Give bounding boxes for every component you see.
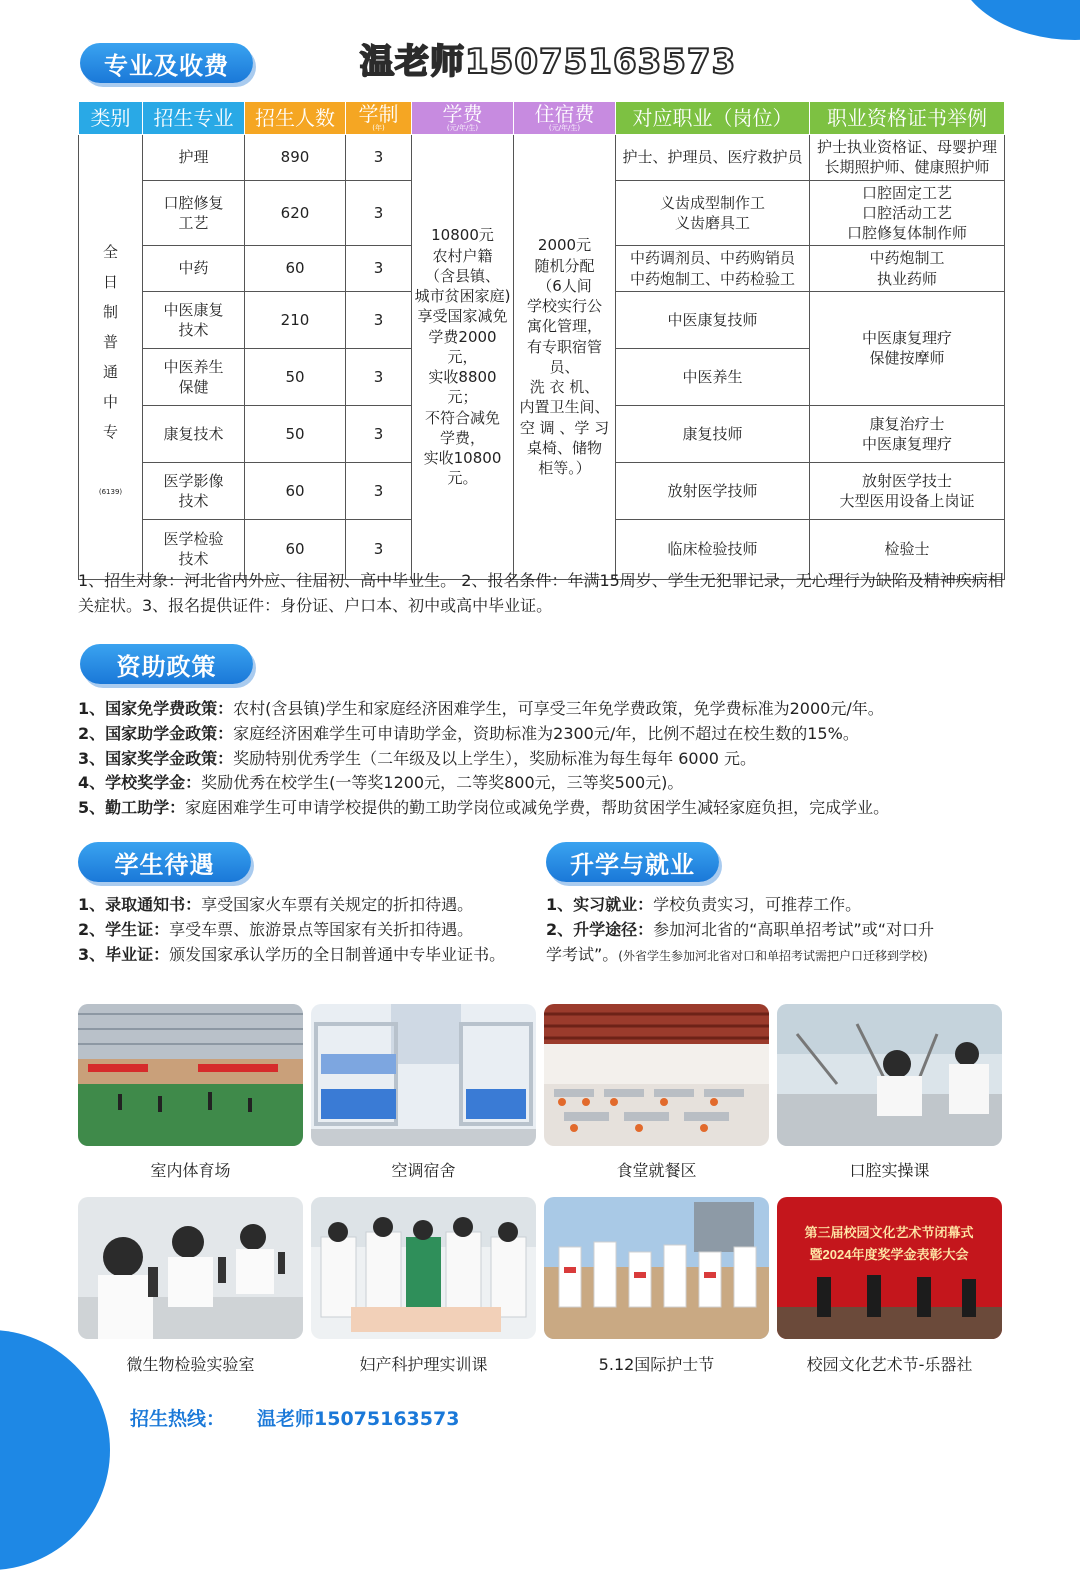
jobs-cell: 中医养生: [616, 348, 810, 405]
years-cell: 3: [346, 405, 412, 462]
list-item: 5、勤工助学：家庭困难学生可申请学校提供的勤工助学岗位或减免学费，帮助贫困学生减轻家庭负担，完成学业。: [78, 798, 890, 818]
header-major: 招生专业: [143, 102, 245, 135]
photo-obstetrics-training: [311, 1197, 536, 1339]
count-cell: 50: [245, 348, 346, 405]
header-category: 类别: [79, 102, 143, 135]
list-item: 2、国家助学金政策：家庭经济困难学生可申请助学金，资助标准为2300元/年，比例不超过在校生数的15%。: [78, 723, 859, 743]
count-cell: 60: [245, 462, 346, 519]
count-cell: 60: [245, 246, 346, 292]
photo-caption: 5.12国际护士节: [598, 1355, 715, 1374]
jobs-cell: 中医康复技师: [616, 291, 810, 348]
banner-line-2: 暨2024年度奖学金表彰大会: [809, 1247, 969, 1262]
jobs-cell: 放射医学技师: [616, 462, 810, 519]
count-cell: 60: [245, 519, 346, 579]
section-title-career: 升学与就业: [546, 842, 719, 882]
dorm-cell: 2000元 随机分配 （6人间 学校实行公 寓化管理， 有专职宿管员、 洗 衣 机、 内置卫生间、 空 调 、学 习 桌椅、储物 柜等。）: [514, 135, 616, 580]
certs-cell: 中药炮制工 执业药师: [810, 246, 1005, 292]
header-tuition: 学费 (元/年/生): [412, 102, 514, 135]
photo-caption: 口腔实操课: [849, 1161, 930, 1180]
photo-nurses-day: [544, 1197, 769, 1339]
table-row: [79, 135, 1005, 181]
treatment-list: [78, 893, 505, 967]
jobs-cell: 康复技师: [616, 405, 810, 462]
jobs-cell: 中药调剂员、中药购销员 中药炮制工、中药检验工: [616, 246, 810, 292]
years-cell: 3: [346, 246, 412, 292]
photo-caption: 空调宿舍: [391, 1161, 456, 1180]
count-cell: 890: [245, 135, 346, 181]
years-cell: 3: [346, 348, 412, 405]
section-title-treatment: 学生待遇: [78, 842, 251, 882]
count-cell: 210: [245, 291, 346, 348]
major-cell: 护理: [143, 135, 245, 181]
jobs-cell: 临床检验技师: [616, 519, 810, 579]
tuition-cell: 10800元 农村户籍 （含县镇、 城市贫困家庭) 享受国家减免 学费2000元， 实收8800元； 不符合减免 学费， 实收10800元。: [412, 135, 514, 580]
career-list: [546, 893, 934, 968]
banner-line-1: 第三届校园文化艺术节闭幕式: [804, 1225, 974, 1240]
section-title-aid: 资助政策: [80, 644, 253, 684]
major-cell: 口腔修复 工艺: [143, 180, 245, 246]
header-dorm: 住宿费 (元/年/生): [514, 102, 616, 135]
photo-caption: 食堂就餐区: [616, 1161, 697, 1180]
list-item: 1、录取通知书：享受国家火车票有关规定的折扣待遇。: [78, 895, 474, 914]
list-item: 2、学生证：享受车票、旅游景点等国家有关折扣待遇。: [78, 919, 474, 939]
photo-caption: 校园文化艺术节-乐器社: [806, 1355, 973, 1374]
years-cell: 3: [346, 519, 412, 579]
photo-gym: [78, 1004, 303, 1146]
list-item: 1、实习就业：学校负责实习，可推荐工作。: [546, 895, 862, 914]
enrollment-notes: 1、招生对象：河北省内外应、往届初、高中毕业生。 2、报名条件：年满15周岁、学生无犯罪记录，无心理行为缺陷及精神疾病相关症状。3、报名提供证件：身份证、户口本、初中或高中毕业证。: [78, 571, 1004, 615]
hotline-label: 招生热线：: [130, 1408, 226, 1430]
count-cell: 50: [245, 405, 346, 462]
photo-caption: 妇产科护理实训课: [359, 1355, 488, 1374]
years-cell: 3: [346, 462, 412, 519]
section-title-majors: 专业及收费: [80, 43, 253, 83]
photo-canteen: [544, 1004, 769, 1146]
photo-caption: 室内体育场: [150, 1161, 231, 1180]
list-item: 3、国家奖学金政策：奖励特别优秀学生（二年级及以上学生），奖励标准为每生每年 6000 元。: [78, 748, 757, 768]
photo-dental-lab: [777, 1004, 1002, 1146]
certs-cell: 康复治疗士 中医康复理疗: [810, 405, 1005, 462]
header-certs: 职业资格证书举例: [810, 102, 1005, 135]
corner-decoration-top: [955, 0, 1080, 40]
majors-table: [78, 101, 1005, 580]
certs-cell: 护士执业资格证、母婴护理 长期照护师、健康照护师: [810, 135, 1005, 181]
jobs-cell: 义齿成型制作工 义齿磨具工: [616, 180, 810, 246]
category-cell: 全 日 制 普 通 中 专 (6139): [79, 135, 143, 580]
hotline: [130, 1404, 459, 1431]
header-years: 学制 (年): [346, 102, 412, 135]
years-cell: 3: [346, 291, 412, 348]
list-item: 4、学校奖学金：奖励优秀在校学生(一等奖1200元，二等奖800元，三等奖500元)。: [78, 773, 684, 793]
list-item: 3、毕业证：颁发国家承认学历的全日制普通中专毕业证书。: [78, 944, 506, 964]
list-item: 2、升学途径：参加河北省的“高职单招考试”或“对口升: [546, 919, 935, 939]
hotline-number: 温老师15075163573: [257, 1408, 460, 1430]
photo-dormitory: [311, 1004, 536, 1146]
jobs-cell: 护士、护理员、医疗救护员: [616, 135, 810, 181]
major-cell: 康复技术: [143, 405, 245, 462]
list-item: 1、国家免学费政策：农村(含县镇)学生和家庭经济困难学生，可享受三年免学费政策，免学费标准为2000元/年。: [78, 699, 884, 718]
certs-cell: 中医康复理疗 保健按摩师: [810, 291, 1005, 405]
count-cell: 620: [245, 180, 346, 246]
photo-music-club: [777, 1197, 1002, 1339]
photo-caption: 微生物检验实验室: [126, 1355, 255, 1374]
major-cell: 医学检验 技术: [143, 519, 245, 579]
header-jobs: 对应职业（岗位）: [616, 102, 810, 135]
major-cell: 中医康复 技术: [143, 291, 245, 348]
major-cell: 中药: [143, 246, 245, 292]
list-item: 学考试”。(外省学生参加河北省对口和单招考试需把户口迁移到学校): [546, 944, 928, 964]
table-header-row: [79, 102, 1005, 135]
years-cell: 3: [346, 135, 412, 181]
major-cell: 医学影像 技术: [143, 462, 245, 519]
years-cell: 3: [346, 180, 412, 246]
category-code: (6139): [98, 488, 123, 497]
major-cell: 中医养生 保健: [143, 348, 245, 405]
photo-microbiology-lab: [78, 1197, 303, 1339]
certs-cell: 放射医学技士 大型医用设备上岗证: [810, 462, 1005, 519]
header-count: 招生人数: [245, 102, 346, 135]
aid-policy-list: [78, 697, 1018, 821]
certs-cell: 检验士: [810, 519, 1005, 579]
certs-cell: 口腔固定工艺 口腔活动工艺 口腔修复体制作师: [810, 180, 1005, 246]
contact-phone-top: 温老师15075163573: [360, 42, 737, 82]
